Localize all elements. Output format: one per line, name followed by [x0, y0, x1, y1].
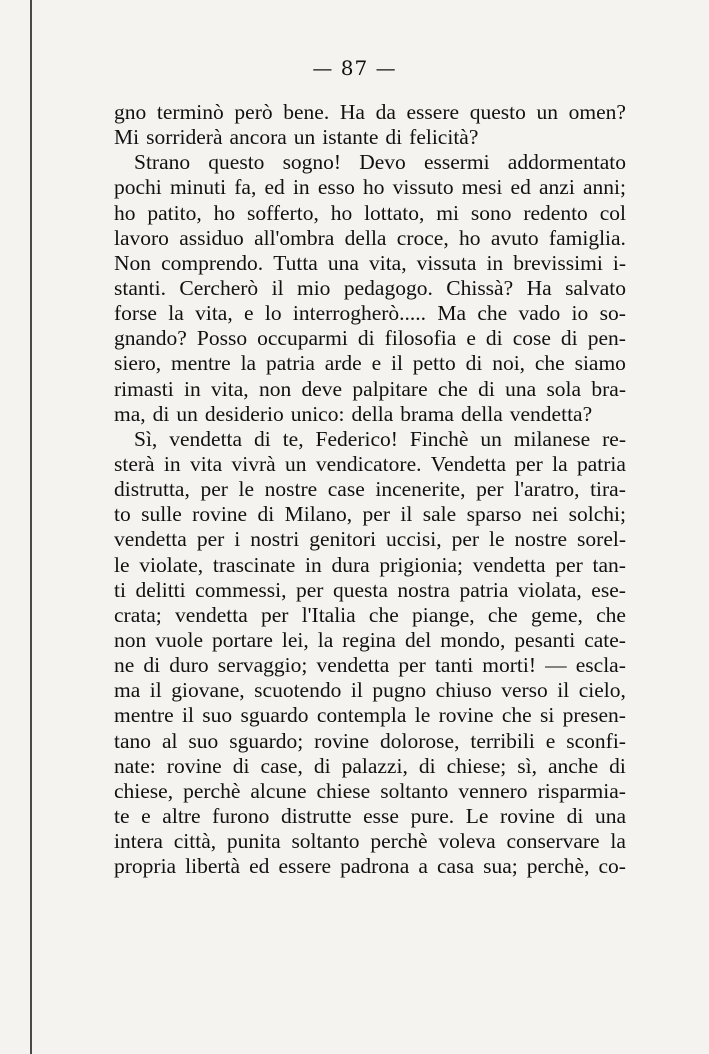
text-line: mentre il suo sguardo contempla le rovine che si presen- — [114, 703, 626, 728]
text-line: gno terminò però bene. Ha da essere questo un omen? — [114, 100, 626, 124]
text-line: te e altre furono distrutte esse pure. Le rovine di una — [114, 803, 626, 828]
text-line: distrutta, per le nostre case incenerite, per l'aratro, tira- — [114, 477, 626, 502]
binding-edge — [30, 0, 32, 1054]
text-line: ho patito, ho sofferto, ho lottato, mi sono redento col — [114, 200, 626, 225]
text-line: ti delitti commessi, per questa nostra patria violata, ese- — [114, 577, 626, 602]
text-line: ma, di un desiderio unico: della brama della vendetta? — [114, 401, 593, 426]
text-line: stanti. Cercherò il mio pedagogo. Chissà? Ha salvato — [114, 275, 626, 300]
text-line: Mi sorriderà ancora un istante di felicità? — [114, 125, 479, 150]
text-line: Strano questo sogno! Devo essermi addormentato — [134, 150, 626, 175]
text-line: forse la vita, e lo interrogherò..... Ma che vado io so- — [114, 301, 626, 326]
body-text — [114, 100, 626, 879]
text-line: pochi minuti fa, ed in esso ho vissuto mesi ed anzi anni; — [114, 175, 626, 200]
text-line: non vuole portare lei, la regina del mondo, pesanti cate- — [114, 627, 626, 652]
text-line: nate: rovine di case, di palazzi, di chiese; sì, anche di — [114, 753, 626, 778]
text-line: vendetta per i nostri genitori uccisi, per le nostre sorel- — [114, 527, 626, 552]
text-line: intera città, punita soltanto perchè voleva conservare la — [114, 829, 626, 854]
text-line: to sulle rovine di Milano, per il sale sparso nei solchi; — [114, 502, 626, 527]
text-line: ma il giovane, scuotendo il pugno chiuso verso il cielo, — [114, 678, 626, 703]
text-line: rimasti in vita, non deve palpitare che di una sola bra- — [114, 376, 626, 401]
text-line: crata; vendetta per l'Italia che piange, che geme, che — [114, 602, 626, 627]
text-line: gnando? Posso occuparmi di filosofia e di cose di pen- — [114, 326, 626, 351]
text-line: siero, mentre la patria arde e il petto di noi, che siamo — [114, 351, 626, 376]
text-line: propria libertà ed essere padrona a casa sua; perchè, co- — [114, 854, 626, 879]
text-line: lavoro assiduo all'ombra della croce, ho avuto famiglia. — [114, 225, 626, 250]
text-line: Sì, vendetta di te, Federico! Finchè un milanese re- — [134, 426, 626, 451]
page-number: — 87 — — [312, 56, 397, 80]
text-line: sterà in vita vivrà un vendicatore. Vendetta per la patria — [114, 451, 626, 476]
text-line: chiese, perchè alcune chiese soltanto vennero risparmia- — [114, 778, 626, 803]
text-line: Non comprendo. Tutta una vita, vissuta in brevissimi i- — [114, 250, 626, 275]
text-line: le violate, trascinate in dura prigionia; vendetta per tan- — [114, 552, 626, 577]
text-line: ne di duro servaggio; vendetta per tanti morti! — escla- — [114, 653, 626, 678]
text-line: tano al suo sguardo; rovine dolorose, terribili e sconfi- — [114, 728, 626, 753]
